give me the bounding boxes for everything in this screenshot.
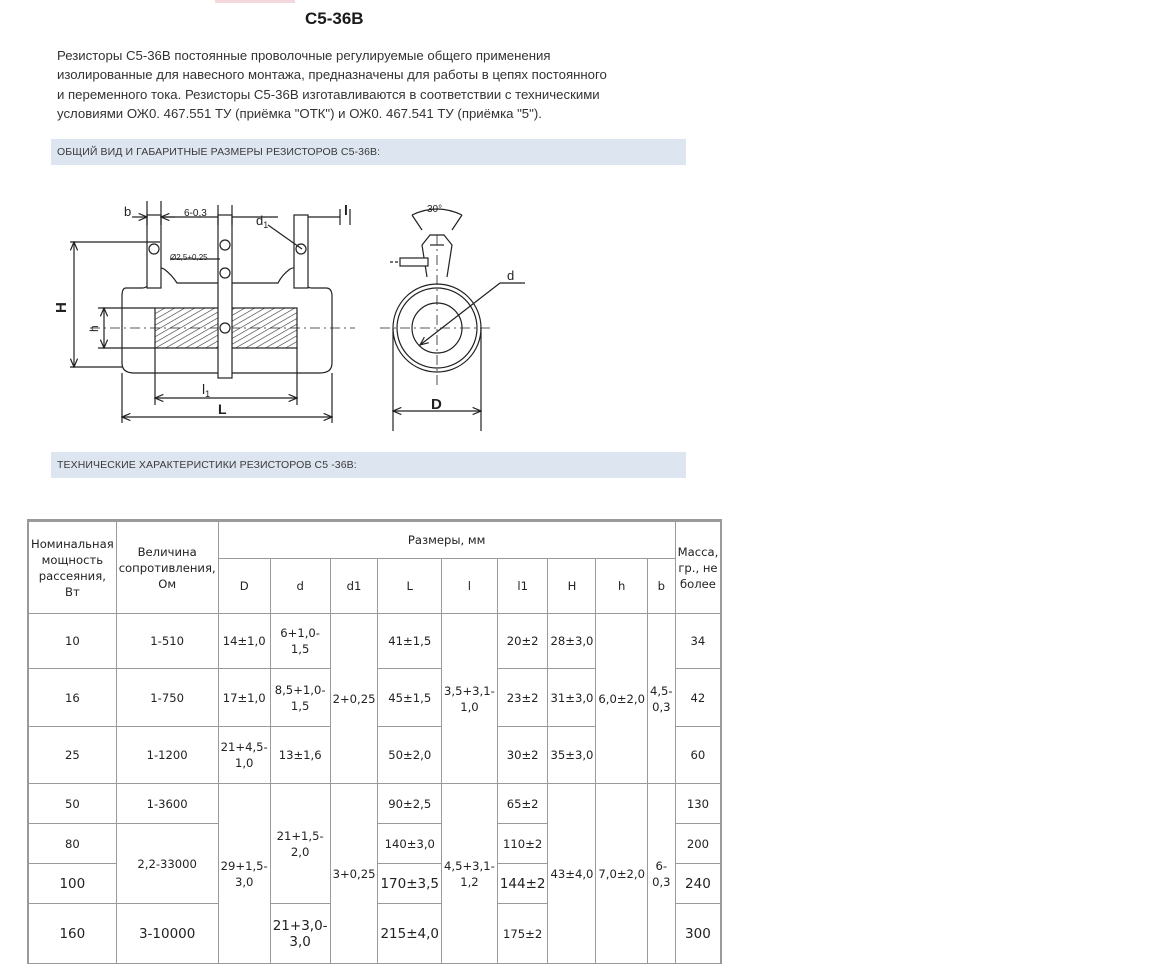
- subheader-H: H: [548, 559, 596, 614]
- cell-mass: 60: [675, 727, 721, 784]
- cell-power: 160: [28, 904, 116, 964]
- table-row: [28, 784, 721, 824]
- resistor-drawing: [50, 195, 550, 435]
- top-accent-bar: [215, 0, 295, 3]
- subheader-b: b: [647, 559, 675, 614]
- cell-resistance: 1-1200: [116, 727, 218, 784]
- cell-power: 25: [28, 727, 116, 784]
- header-power: Номинальная мощность рассеяния, Вт: [28, 521, 116, 614]
- label-h: h: [87, 325, 101, 332]
- cell-l1: 65±2: [497, 784, 548, 824]
- cell-resistance: 3-10000: [116, 904, 218, 964]
- cell-resistance: 1-510: [116, 614, 218, 669]
- label-D: D: [431, 396, 442, 413]
- cell-H: 28±3,0: [548, 614, 596, 669]
- cell-l1: 144±2: [497, 864, 548, 904]
- subheader-l1: l1: [497, 559, 548, 614]
- header-mass: Масса, гр., не более: [675, 521, 721, 614]
- subheader-d1: d1: [330, 559, 378, 614]
- cell-L: 170±3,5: [378, 864, 442, 904]
- cell-mass: 240: [675, 864, 721, 904]
- cell-mass: 130: [675, 784, 721, 824]
- cell-resistance: 1-3600: [116, 784, 218, 824]
- cell-mass: 42: [675, 669, 721, 727]
- cell-L: 41±1,5: [378, 614, 442, 669]
- cell-H-group2: 43±4,0: [548, 784, 596, 964]
- cell-power: 50: [28, 784, 116, 824]
- cell-power: 100: [28, 864, 116, 904]
- cell-d: 13±1,6: [270, 727, 330, 784]
- cell-L: 215±4,0: [378, 904, 442, 964]
- cell-D: 14±1,0: [218, 614, 270, 669]
- subheader-d: d: [270, 559, 330, 614]
- cell-d: 21+3,0-3,0: [270, 904, 330, 964]
- cell-d: 8,5+1,0-1,5: [270, 669, 330, 727]
- table-header-row: [28, 521, 721, 559]
- cell-l1: 110±2: [497, 824, 548, 864]
- cell-l1: 23±2: [497, 669, 548, 727]
- label-d1: $d_1$: [256, 213, 269, 230]
- cell-power: 80: [28, 824, 116, 864]
- cell-d: 6+1,0-1,5: [270, 614, 330, 669]
- label-angle: 30°: [427, 204, 443, 215]
- description: [57, 46, 677, 123]
- cell-h-group2: 7,0±2,0: [596, 784, 648, 964]
- header-resistance: Величина сопротивления, Ом: [116, 521, 218, 614]
- cell-l1: 20±2: [497, 614, 548, 669]
- description-line: условиями ОЖ0. 467.551 ТУ (приёмка "ОТК") и ОЖ0. 467.541 ТУ (приёмка "5").: [57, 105, 542, 121]
- cell-resistance: 1-750: [116, 669, 218, 727]
- cell-L: 90±2,5: [378, 784, 442, 824]
- page-title: С5-36В: [305, 9, 364, 28]
- cell-D-group2: 29+1,5-3,0: [218, 784, 270, 964]
- label-l: l: [344, 202, 348, 218]
- table-row: [28, 614, 721, 669]
- cell-l1: 175±2: [497, 904, 548, 964]
- description-line: Резисторы С5-36В постоянные проволочные регулируемые общего применения: [57, 48, 551, 63]
- subheader-L: L: [378, 559, 442, 614]
- label-d: d: [507, 268, 515, 283]
- label-H: H: [53, 302, 70, 313]
- cell-L: 45±1,5: [378, 669, 442, 727]
- cell-mass: 34: [675, 614, 721, 669]
- cell-h-group1: 6,0±2,0: [596, 614, 648, 784]
- label-l1: $l_1$: [202, 381, 211, 399]
- cell-l1: 30±2: [497, 727, 548, 784]
- label-gap: 6-0,3: [184, 208, 207, 219]
- spec-table: [27, 519, 722, 964]
- cell-resistance-group2: 2,2-33000: [116, 824, 218, 904]
- header-sizes: Размеры, мм: [218, 521, 675, 559]
- cell-D: 17±1,0: [218, 669, 270, 727]
- cell-d1-group1: 2+0,25: [330, 614, 378, 784]
- label-hole: Ø2,5+0,25: [170, 253, 208, 262]
- cell-power: 10: [28, 614, 116, 669]
- subheader-h: h: [596, 559, 648, 614]
- cell-d1-group2: 3+0,25: [330, 784, 378, 964]
- subheader-l: l: [442, 559, 498, 614]
- cell-l-group1: 3,5+3,1-1,0: [442, 614, 498, 784]
- cell-d-group2: 21+1,5-2,0: [270, 784, 330, 904]
- description-line: и переменного тока. Резисторы С5-36В изготавливаются в соответствии с техническими: [57, 86, 600, 102]
- cell-power: 16: [28, 669, 116, 727]
- cell-b-group2: 6-0,3: [647, 784, 675, 964]
- cell-H: 31±3,0: [548, 669, 596, 727]
- cell-H: 35±3,0: [548, 727, 596, 784]
- cell-L: 50±2,0: [378, 727, 442, 784]
- cell-mass: 300: [675, 904, 721, 964]
- label-b: b: [124, 204, 132, 219]
- label-L: L: [218, 401, 227, 417]
- description-line: изолированные для навесного монтажа, предназначены для работы в цепях постоянного: [57, 67, 607, 83]
- cell-mass: 200: [675, 824, 721, 864]
- subheader-D: D: [218, 559, 270, 614]
- section-header-dimensions: ОБЩИЙ ВИД И ГАБАРИТНЫЕ РАЗМЕРЫ РЕЗИСТОРОВ С5-36В:: [51, 139, 686, 165]
- cell-b-group1: 4,5-0,3: [647, 614, 675, 784]
- section-header-specs: ТЕХНИЧЕСКИЕ ХАРАКТЕРИСТИКИ РЕЗИСТОРОВ С5 -36В:: [51, 452, 686, 478]
- cell-D: 21+4,5-1,0: [218, 727, 270, 784]
- cell-l-group2: 4,5+3,1-1,2: [442, 784, 498, 964]
- cell-L: 140±3,0: [378, 824, 442, 864]
